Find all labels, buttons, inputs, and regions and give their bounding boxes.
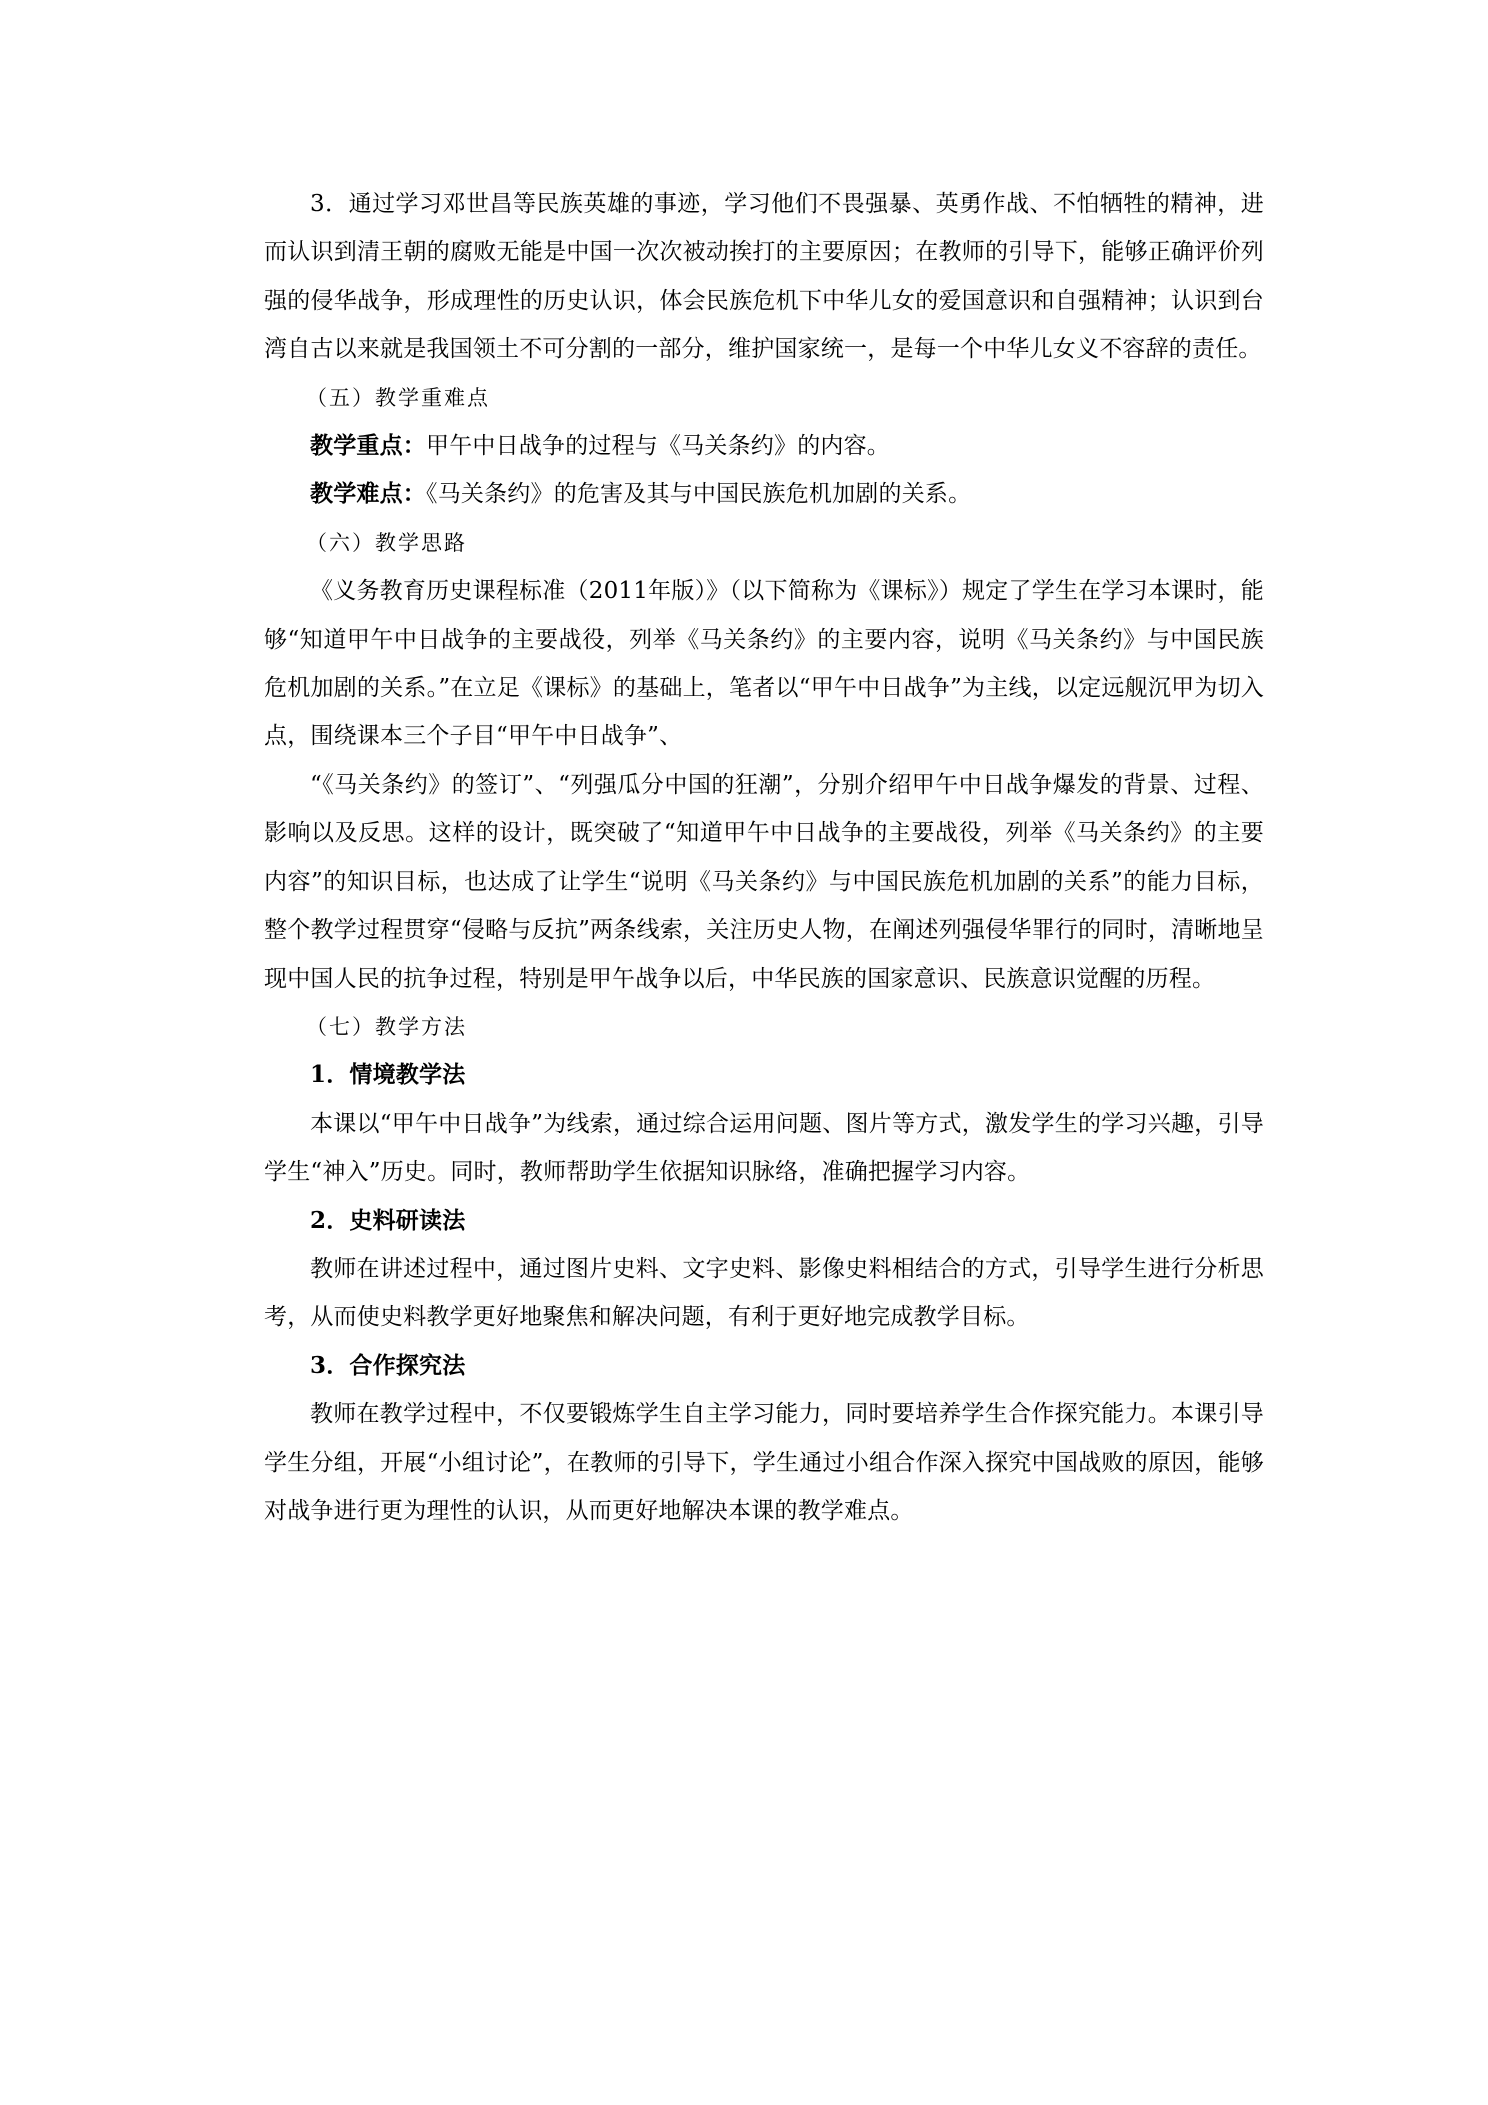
method-2-title: 2．史料研读法: [310, 1206, 466, 1234]
difficult-point-line: [264, 470, 1264, 518]
difficult-point-text: 《马关条约》的危害及其与中国民族危机加剧的关系。: [426, 481, 972, 508]
key-point-text: 甲午中日战争的过程与《马关条约》的内容。: [426, 433, 890, 460]
key-point-label: 教学重点：: [310, 432, 426, 460]
method-1-text: 本课以“甲午中日战争”为线索，通过综合运用问题、图片等方式，激发学生的学习兴趣，引导学生“神入”历史。同时，教师帮助学生依据知识脉络，准确把握学习内容。: [264, 1110, 1264, 1186]
section-heading-teaching-methods: （七）教学方法: [306, 1014, 467, 1039]
approach-paragraph-2: “《马关条约》的签订”、“列强瓜分中国的狂潮”，分别介绍甲午中日战争爆发的背景、过程、影响以及反思。这样的设计，既突破了“知道甲午中日战争的主要战役，列举《马关条约》的主要内容”的知识目标，也达成了让学生“说明《马关条约》与中国民族危机加剧的关系”的能力目标，整个教学过程贯穿“侵略与反抗”两条线索，关注历史人物，在阐述列强侵华罪行的同时，清晰地呈现中国人民的抗争过程，特别是甲午战争以后，中华民族的国家意识、民族意识觉醒的历程。: [264, 771, 1264, 992]
approach-paragraph-1: 《义务教育历史课程标准（2011年版）》（以下简称为《课标》）规定了学生在学习本课时，能够“知道甲午中日战争的主要战役，列举《马关条约》的主要内容，说明《马关条约》与中国民族危机加剧的关系。”在立足《课标》的基础上，笔者以“甲午中日战争”为主线，以定远舰沉甲为切入点，围绕课本三个子目“甲午中日战争”、: [264, 578, 1264, 750]
difficult-point-label: 教学难点：: [310, 480, 426, 508]
method-3-text: 教师在教学过程中，不仅要锻炼学生自主学习能力，同时要培养学生合作探究能力。本课引导学生分组，开展“小组讨论”，在教师的引导下，学生通过小组合作深入探究中国战败的原因，能够对战争进行更为理性的认识，从而更好地解决本课的教学难点。: [264, 1401, 1264, 1524]
section-heading-key-points: （五）教学重难点: [306, 385, 490, 410]
section-heading-teaching-approach: （六）教学思路: [306, 530, 467, 555]
objective-paragraph-3: 3．通过学习邓世昌等民族英雄的事迹，学习他们不畏强暴、英勇作战、不怕牺牲的精神，进而认识到清王朝的腐败无能是中国一次次被动挨打的主要原因；在教师的引导下，能够正确评价列强的侵华战争，形成理性的历史认识，体会民族危机下中华儿女的爱国意识和自强精神；认识到台湾自古以来就是我国领土不可分割的一部分，维护国家统一，是每一个中华儿女义不容辞的责任。: [264, 191, 1264, 363]
method-3-title: 3．合作探究法: [310, 1351, 466, 1379]
method-1-title: 1．情境教学法: [310, 1061, 466, 1089]
document-body: [264, 180, 1264, 1535]
key-point-line: [264, 422, 1264, 470]
method-2-text: 教师在讲述过程中，通过图片史料、文字史料、影像史料相结合的方式，引导学生进行分析思考，从而使史料教学更好地聚焦和解决问题，有利于更好地完成教学目标。: [264, 1255, 1264, 1331]
